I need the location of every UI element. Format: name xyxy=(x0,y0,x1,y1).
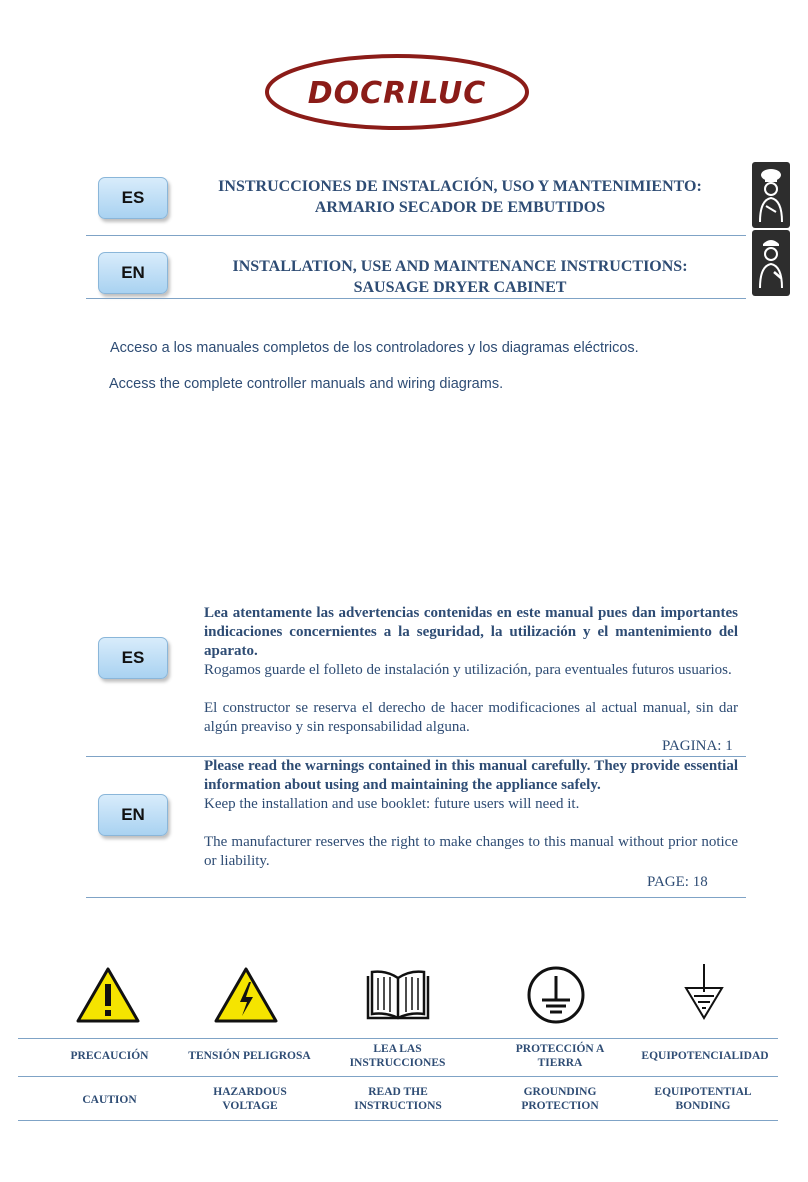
ground-icon xyxy=(520,960,592,1030)
divider xyxy=(86,235,746,236)
access-manuals-link-es[interactable]: Acceso a los manuales completos de los controladores y los diagramas eléctricos. xyxy=(110,340,639,356)
divider xyxy=(18,1038,778,1039)
user-icon xyxy=(752,162,790,228)
divider xyxy=(18,1076,778,1077)
symbol-label-en: GROUNDING PROTECTION xyxy=(521,1086,599,1112)
title-en-line2: SAUSAGE DRYER CABINET xyxy=(353,279,567,296)
warning-bold-en: Please read the warnings contained in this manual carefully. They provide essential information about using and maintaining the appliance safely. xyxy=(204,758,738,793)
symbol-label-es: PROTECCIÓN A TIERRA xyxy=(515,1043,605,1069)
brand-logo xyxy=(255,52,540,132)
divider xyxy=(86,897,746,898)
divider xyxy=(86,298,746,299)
high-voltage-icon xyxy=(210,960,282,1030)
language-badge-es: ES xyxy=(98,637,168,679)
keep-booklet-es: Rogamos guarde el folleto de instalación y utilización, para eventuales futuros usuarios. xyxy=(204,662,732,678)
page-number-es: PAGINA: 1 xyxy=(662,738,733,754)
title-es xyxy=(180,176,740,218)
symbol-label-en: HAZARDOUS VOLTAGE xyxy=(213,1086,287,1112)
title-es-line1: INSTRUCCIONES DE INSTALACIÓN, USO Y MANTENIMIENTO: xyxy=(218,178,702,195)
language-badge-en: EN xyxy=(98,794,168,836)
symbol-label-en: EQUIPOTENTIAL BONDING xyxy=(654,1086,752,1112)
caution-triangle-icon xyxy=(72,960,144,1030)
brand-name: DOCRILUC xyxy=(307,76,487,111)
warning-bold-es: Lea atentamente las advertencias contenidas en este manual pues dan importantes indicaciones concernientes a la seguridad, la utilización y el mantenimiento del aparato. xyxy=(204,605,738,659)
title-en-line1: INSTALLATION, USE AND MAINTENANCE INSTRUCTIONS: xyxy=(232,258,688,275)
access-manuals-link-en[interactable]: Access the complete controller manuals and wiring diagrams. xyxy=(109,376,504,392)
warning-text-en xyxy=(204,757,738,871)
symbol-label-es: TENSIÓN PELIGROSA xyxy=(188,1050,311,1062)
page-number-en: PAGE: 18 xyxy=(647,874,708,890)
divider xyxy=(18,1120,778,1121)
title-es-line2: ARMARIO SECADOR DE EMBUTIDOS xyxy=(314,199,606,216)
language-badge-en: EN xyxy=(98,252,168,294)
symbol-label-es: EQUIPOTENCIALIDAD xyxy=(641,1050,769,1062)
technician-icon xyxy=(752,230,790,296)
reserve-rights-es: El constructor se reserva el derecho de hacer modificaciones al actual manual, sin dar algún preaviso y sin responsabilidad alguna. xyxy=(204,700,738,735)
warning-text-es xyxy=(204,604,738,737)
symbol-label-es: PRECAUCIÓN xyxy=(70,1050,149,1062)
reserve-rights-en: The manufacturer reserves the right to make changes to this manual without prior notice or liability. xyxy=(204,834,738,869)
symbol-label-en: CAUTION xyxy=(82,1094,137,1106)
language-badge-es: ES xyxy=(98,177,168,219)
title-en xyxy=(180,256,740,298)
equipotential-icon xyxy=(668,960,740,1030)
symbol-label-en: READ THE INSTRUCTIONS xyxy=(354,1086,442,1112)
open-book-icon xyxy=(360,960,436,1030)
symbol-label-es: LEA LAS INSTRUCCIONES xyxy=(349,1043,446,1069)
keep-booklet-en: Keep the installation and use booklet: future users will need it. xyxy=(204,796,580,812)
